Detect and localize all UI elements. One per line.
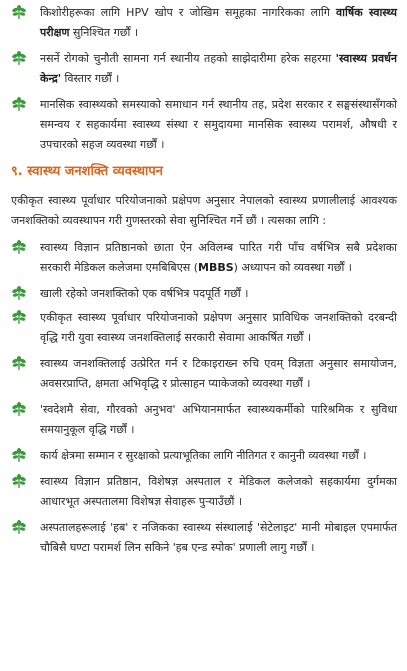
leaf-sprig-icon — [11, 51, 27, 65]
list-item-text: मानसिक स्वास्थ्यको समस्याको समाधान गर्न स्थानीय तह, प्रदेश सरकार र सङ्घसंस्थासँगको समन्वय र सहकार्यमा स्वास्थ्य संस्था र समुदायमा मानसिक स्वास्थ्य परामर्श, औषधी र उपचारको सहज व्यवस्था गर्छौं । — [40, 98, 397, 151]
leaf-sprig-icon — [11, 356, 27, 370]
list-item-text: स्वास्थ्य विज्ञान प्रतिष्ठानको छाता ऐन अविलम्ब पारित गरी पाँच वर्षभित्र सबै प्रदेशका सरकारी मेडिकल कलेजमा एमबिबिएस (MBBS) अध्यापन को व्यवस्था गर्छौं । — [40, 241, 397, 274]
leaf-sprig-icon — [11, 286, 27, 300]
list-item — [11, 3, 397, 43]
list-item — [11, 446, 397, 466]
leaf-sprig-icon — [11, 5, 27, 19]
list-item — [11, 354, 397, 394]
section-heading: ९. स्वास्थ्य जनशक्ति व्यवस्थापन — [11, 164, 164, 179]
list-item-text: 'स्वदेशमै सेवा, गौरवको अनुभव' अभियानमार्फत स्वास्थ्यकर्मीको पारिश्रमिक र सुविधा समयानुकूल वृद्धि गर्छौं । — [40, 403, 397, 436]
list-item — [11, 308, 397, 348]
leaf-sprig-icon — [11, 240, 27, 254]
list-item-text: स्वास्थ्य जनशक्तिलाई उत्प्रेरित गर्न र टिकाइराख्न रुचि एवम् विज्ञता अनुसार समायोजन, अवसरप्राप्ति, क्षमता अभिवृद्धि र प्रोत्साहन प्याकेजको व्यवस्था गर्छौं । — [40, 357, 397, 390]
list-item — [11, 518, 397, 558]
list-item-text: नसर्ने रोगको चुनौती सामना गर्न स्थानीय तहको साझेदारीमा हरेक सहरमा 'स्वास्थ्य प्रवर्धन केन्द्र' विस्तार गर्छौं । — [40, 52, 398, 85]
list-item — [11, 95, 397, 155]
leaf-sprig-icon — [11, 97, 27, 111]
list-item-text: किशोरीहरूका लागि HPV खोप र जोखिम समूहका नागरिकका लागि वार्षिक स्वास्थ्य परीक्षण सुनिश्चित गर्छौं । — [40, 6, 397, 39]
list-item-text: स्वास्थ्य विज्ञान प्रतिष्ठान, विशेषज्ञ अस्पताल र मेडिकल कलेजको सहकार्यमा दुर्गमका आधारभूत अस्पतालमा विशेषज्ञ सेवाहरू पुऱ्याउँछौं । — [40, 475, 397, 508]
list-item — [11, 400, 397, 440]
list-item — [11, 284, 397, 304]
list-item-text: खाली रहेको जनशक्तिको एक वर्षभित्र पदपूर्ति गर्छौं । — [40, 287, 249, 300]
leaf-sprig-icon — [11, 402, 27, 416]
leaf-sprig-icon — [11, 474, 27, 488]
list-item-text: कार्य क्षेत्रमा सम्मान र सुरक्षाको प्रत्याभूतिका लागि नीतिगत र कानुनी व्यवस्था गर्छौं । — [40, 449, 367, 462]
leaf-sprig-icon — [11, 520, 27, 534]
intro-paragraph: एकीकृत स्वास्थ्य पूर्वाधार परियोजनाको प्रक्षेपण अनुसार नेपालको स्वास्थ्य प्रणालीलाई आवश्यक जनशक्तिको व्यवस्थापन गरी गुणस्तरको सेवा सुनिश्चित गर्ने छौं । त्यसका लागि : — [11, 194, 397, 227]
list-item — [11, 238, 397, 278]
list-item-text: अस्पतालहरूलाई 'हब' र नजिकका स्वास्थ्य संस्थालाई 'सेटेलाइट' मानी मोबाइल एपमार्फत चौबिसै घण्टा परामर्श लिन सकिने 'हब एन्ड स्पोक' प्रणाली लागु गर्छौं । — [40, 521, 397, 554]
list-item-text: एकीकृत स्वास्थ्य पूर्वाधार परियोजनाको प्रक्षेपण अनुसार प्राविधिक जनशक्तिको दरबन्दी वृद्धि गरी युवा स्वास्थ्य जनशक्तिलाई सरकारी सेवामा आकर्षित गर्छौं । — [40, 311, 397, 344]
leaf-sprig-icon — [11, 310, 27, 324]
list-item — [11, 49, 397, 89]
leaf-sprig-icon — [11, 448, 27, 462]
list-item — [11, 472, 397, 512]
